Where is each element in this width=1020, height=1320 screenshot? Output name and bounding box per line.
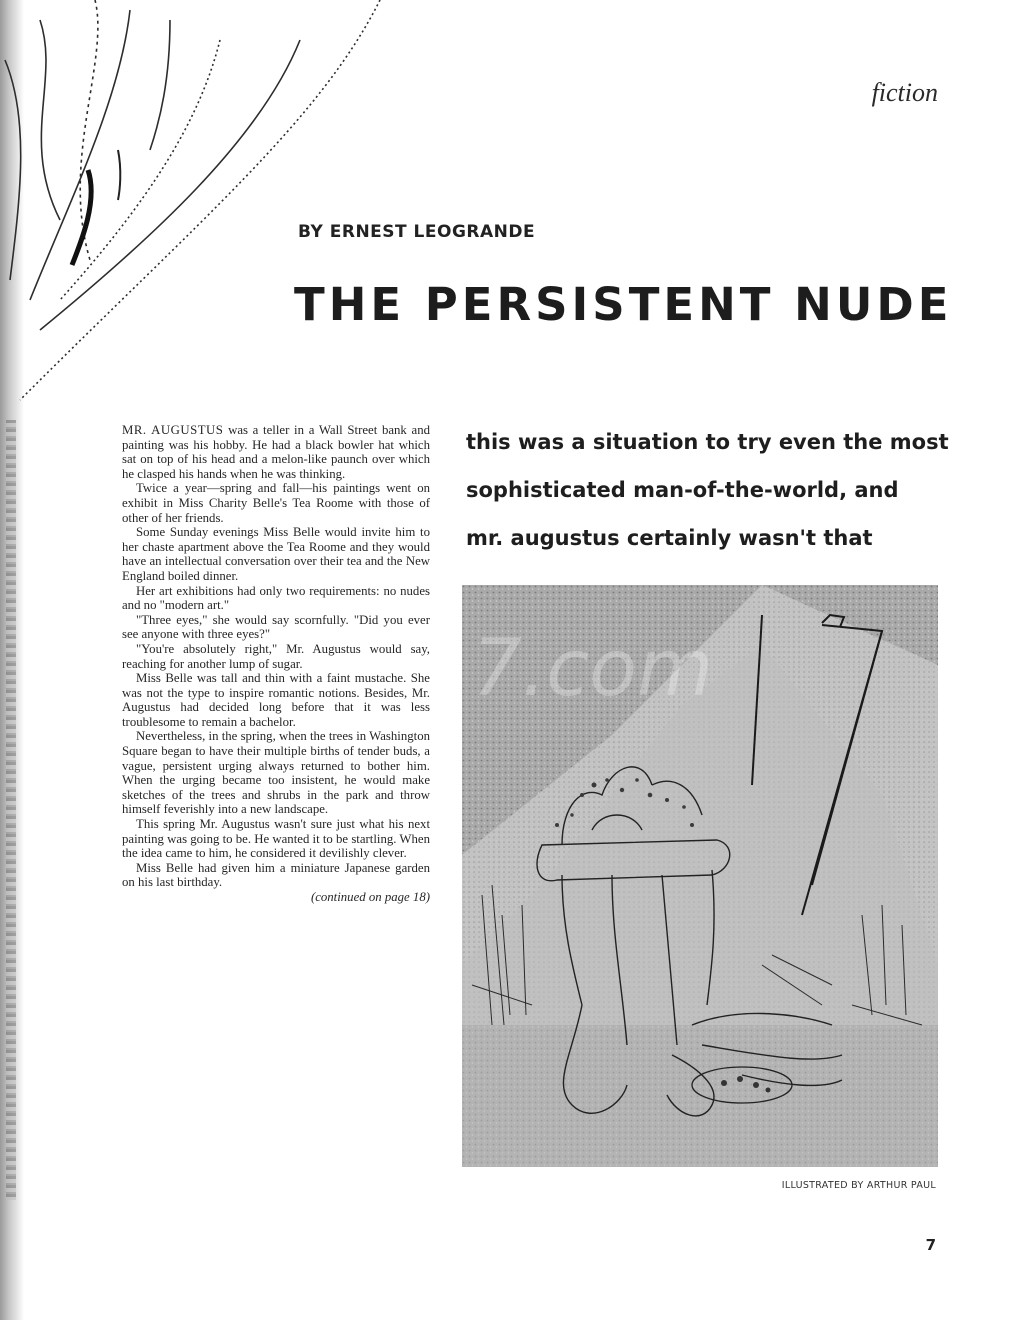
paragraph: Some Sunday evenings Miss Belle would invite him to her chaste apartment above the Tea Roome and they would have an intellectual conversation over their tea and the New England boiled dinner. xyxy=(122,525,430,583)
watermark: 7.com xyxy=(472,624,714,714)
article-blurb xyxy=(466,418,949,562)
paragraph: "You're absolutely right," Mr. Augustus would say, reaching for another lump of sugar. xyxy=(122,641,430,671)
paragraph: Nevertheless, in the spring, when the trees in Washington Square began to have their multiple births of tender buds, a vague, persistent urging always returned to bother him. When the urging became too insistent, he would make sketches of the trees and shrubs in the park and throw himself feverishly into a new landscape. xyxy=(122,729,430,817)
lead-in: MR. AUGUSTUS xyxy=(122,423,224,437)
page-number: 7 xyxy=(925,1236,936,1254)
paragraph: Miss Belle had given him a miniature Japanese garden on his last birthday. xyxy=(122,860,430,890)
section-label: fiction xyxy=(871,78,938,107)
paragraph: MR. AUGUSTUS was a teller in a Wall Street bank and painting was his hobby. He had a black bowler hat which sat on top of his head and a melon-like paunch over which he clasped his hands when he was thinking. xyxy=(122,423,430,481)
article-title: THE PERSISTENT NUDE xyxy=(294,278,953,331)
blurb-line: this was a situation to try even the most xyxy=(466,430,949,454)
illustration-drawing xyxy=(462,585,938,1167)
illustration xyxy=(462,585,938,1167)
paragraph: "Three eyes," she would say scornfully. "Did you ever see anyone with three eyes?" xyxy=(122,612,430,642)
paragraph: Her art exhibitions had only two requirements: no nudes and no "modern art." xyxy=(122,583,430,613)
paragraph: This spring Mr. Augustus wasn't sure just what his next painting was going to be. He wanted it to be startling. When the idea came to him, he considered it devilishly clever. xyxy=(122,817,430,861)
blurb-line: sophisticated man-of-the-world, and xyxy=(466,478,899,502)
blurb-line: mr. augustus certainly wasn't that xyxy=(466,526,873,550)
paragraph: Twice a year—spring and fall—his paintings went on exhibit in Miss Charity Belle's Tea Roome with those of other of her friends. xyxy=(122,481,430,525)
article-body xyxy=(122,423,430,905)
decorative-swirl-lines xyxy=(0,0,400,420)
paragraph: Miss Belle was tall and thin with a faint mustache. She was not the type to inspire romantic notions. Besides, Mr. Augustus had decided long before that it was less troublesome to remain a bachelor. xyxy=(122,671,430,729)
byline: BY ERNEST LEOGRANDE xyxy=(298,222,536,242)
illustration-credit: ILLUSTRATED BY ARTHUR PAUL xyxy=(781,1180,936,1191)
continued-note: (continued on page 18) xyxy=(310,890,430,904)
